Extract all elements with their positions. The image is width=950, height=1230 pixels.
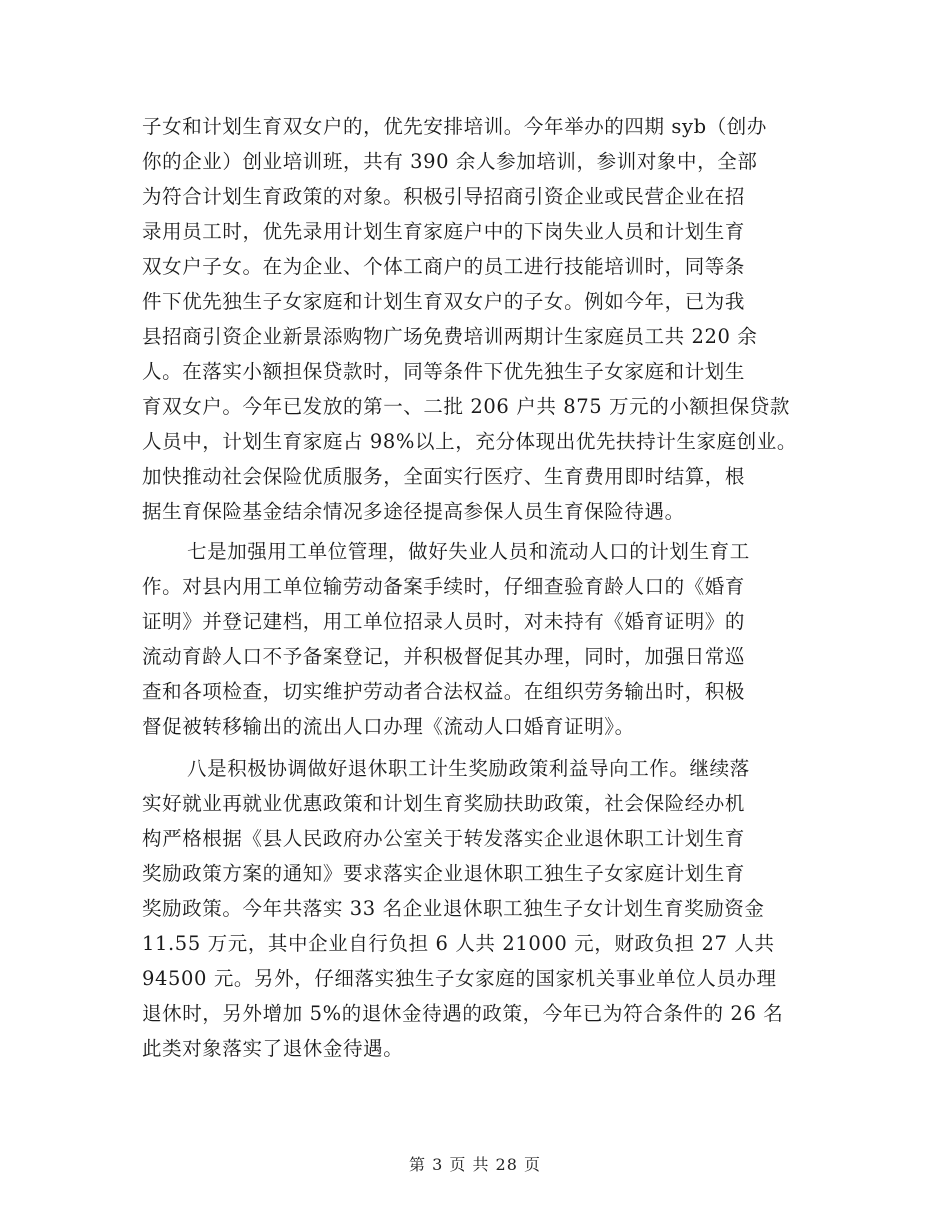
paragraph-start-line: 八是积极协调做好退休职工计生奖励政策利益导向工作。继续落: [187, 757, 750, 780]
text-line: 查和各项检查，切实维护劳动者合法权益。在组织劳务输出时，积极: [142, 680, 746, 703]
page-number-footer: 第 3 页 共 28 页: [409, 1155, 541, 1174]
text-line: 作。对县内用工单位输劳动备案手续时，仔细查验育龄人口的《婚育: [142, 575, 746, 598]
text-line: 为符合计划生育政策的对象。积极引导招商引资企业或民营企业在招: [142, 185, 746, 208]
text-line: 奖励政策方案的通知》要求落实企业退休职工独生子女家庭计划生育: [142, 862, 746, 885]
text-line: 人员中，计划生育家庭占 98%以上，充分体现出优先扶持计生家庭创业。: [142, 430, 797, 453]
text-line: 加快推动社会保险优质服务，全面实行医疗、生育费用即时结算，根: [142, 465, 746, 488]
text-line: 退休时，另外增加 5%的退休金待遇的政策，今年已为符合条件的 26 名: [142, 1002, 784, 1025]
paragraph-start-line: 七是加强用工单位管理，做好失业人员和流动人口的计划生育工: [187, 540, 750, 563]
text-line: 子女和计划生育双女户的，优先安排培训。今年举办的四期 syb（创办: [142, 115, 768, 138]
text-line: 奖励政策。今年共落实 33 名企业退休职工独生子女计划生育奖励资金: [142, 897, 765, 920]
text-line: 证明》并登记建档，用工单位招录人员时，对未持有《婚育证明》的: [142, 610, 746, 633]
text-line: 11.55 万元，其中企业自行负担 6 人共 21000 元，财政负担 27 人共: [142, 932, 775, 955]
text-line: 录用员工时，优先录用计划生育家庭户中的下岗失业人员和计划生育: [142, 220, 746, 243]
text-line: 育双女户。今年已发放的第一、二批 206 户共 875 万元的小额担保贷款: [142, 395, 790, 418]
text-line: 此类对象落实了退休金待遇。: [142, 1037, 404, 1060]
text-line: 实好就业再就业优惠政策和计划生育奖励扶助政策，社会保险经办机: [142, 792, 746, 815]
text-line: 构严格根据《县人民政府办公室关于转发落实企业退休职工计划生育: [142, 827, 746, 850]
text-line: 督促被转移输出的流出人口办理《流动人口婚育证明》。: [142, 715, 635, 738]
text-line: 县招商引资企业新景添购物广场免费培训两期计生家庭员工共 220 余: [142, 325, 758, 348]
text-line: 人。在落实小额担保贷款时，同等条件下优先独生子女家庭和计划生: [142, 360, 746, 383]
text-line: 件下优先独生子女家庭和计划生育双女户的子女。例如今年，已为我: [142, 290, 746, 313]
text-line: 双女户子女。在为企业、个体工商户的员工进行技能培训时，同等条: [142, 255, 746, 278]
text-line: 据生育保险基金结余情况多途径提高参保人员生育保险待遇。: [142, 500, 685, 523]
text-line: 你的企业）创业培训班，共有 390 余人参加培训，参训对象中，全部: [142, 150, 758, 173]
text-line: 流动育龄人口不予备案登记，并积极督促其办理，同时，加强日常巡: [142, 645, 746, 668]
text-line: 94500 元。另外，仔细落实独生子女家庭的国家机关事业单位人员办理: [142, 967, 777, 990]
